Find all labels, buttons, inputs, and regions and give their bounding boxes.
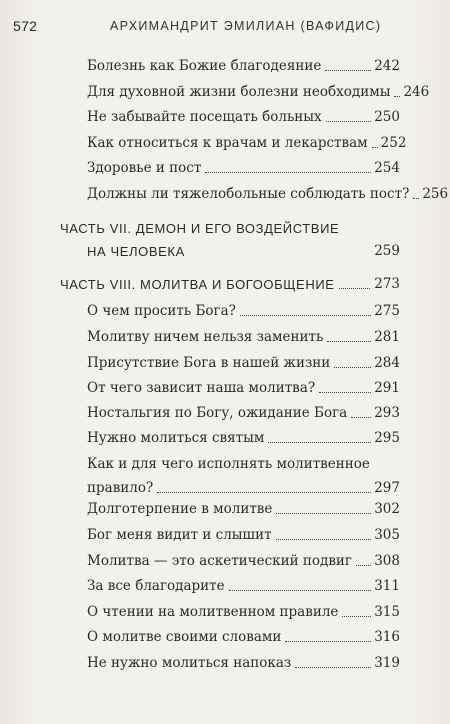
toc-entry-title-line1: Как и для чего исполнять молитвенное bbox=[87, 456, 370, 472]
toc-entry-page: 242 bbox=[374, 58, 400, 74]
toc-entry[interactable] bbox=[87, 109, 400, 126]
dot-leader bbox=[276, 539, 372, 540]
toc-entry-page: 297 bbox=[374, 480, 400, 496]
dot-leader bbox=[240, 315, 371, 316]
dot-leader bbox=[334, 367, 371, 368]
toc-entry-page: 291 bbox=[374, 380, 400, 396]
dot-leader bbox=[326, 121, 372, 122]
toc-entry[interactable] bbox=[87, 578, 400, 595]
toc-entry-title: Болезнь как Божие благодеяние bbox=[87, 58, 322, 74]
dot-leader bbox=[205, 172, 371, 173]
toc-entry-page: 302 bbox=[374, 501, 400, 517]
toc-entry-page: 311 bbox=[374, 578, 400, 594]
dot-leader bbox=[372, 147, 378, 148]
toc-entry-title: Здоровье и пост bbox=[87, 160, 202, 176]
toc-entry-title: Для духовной жизни болезни необходимы bbox=[87, 84, 391, 100]
running-head: АРХИМАНДРИТ ЭМИЛИАН (ВАФИДИС) bbox=[110, 19, 382, 33]
toc-entry[interactable] bbox=[87, 430, 400, 447]
toc-entry-title: Ностальгия по Богу, ожидание Бога bbox=[87, 405, 348, 421]
part-7-title-line2: НА ЧЕЛОВЕКА bbox=[87, 244, 185, 259]
toc-entry[interactable] bbox=[87, 186, 449, 203]
toc-entry-title: Должны ли тяжелобольные соблюдать пост? bbox=[87, 186, 410, 202]
page-number: 572 bbox=[13, 18, 38, 34]
toc-entry-page: 293 bbox=[374, 405, 400, 421]
toc-entry-title: Как относиться к врачам и лекарствам bbox=[87, 135, 368, 151]
dot-leader bbox=[295, 667, 371, 668]
dot-leader bbox=[268, 442, 371, 443]
toc-entry-page: 305 bbox=[374, 527, 400, 543]
toc-entry[interactable] bbox=[87, 629, 400, 646]
toc-entry[interactable] bbox=[87, 303, 400, 320]
toc-entry-page: 246 bbox=[403, 84, 430, 100]
toc-entry-title: Не забывайте посещать больных bbox=[87, 109, 322, 125]
toc-entry[interactable] bbox=[87, 84, 430, 101]
dot-leader bbox=[413, 198, 419, 199]
toc-entry[interactable] bbox=[87, 355, 400, 372]
toc-entry[interactable] bbox=[87, 160, 400, 177]
page-header bbox=[0, 18, 450, 38]
toc-entry-title: Бог меня видит и слышит bbox=[87, 527, 272, 543]
dot-leader bbox=[229, 590, 372, 591]
toc-entry[interactable] bbox=[87, 501, 400, 518]
toc-entry-page: 316 bbox=[374, 629, 400, 645]
toc-entry-page: 254 bbox=[374, 160, 400, 176]
toc-entry[interactable] bbox=[87, 527, 400, 544]
toc-entry-page: 256 bbox=[422, 186, 449, 202]
toc-entry-title: Нужно молиться святым bbox=[87, 430, 265, 446]
toc-entry-title: Присутствие Бога в нашей жизни bbox=[87, 355, 331, 371]
part-8-title: ЧАСТЬ VIII. МОЛИТВА И БОГООБЩЕНИЕ bbox=[60, 277, 335, 292]
toc-entry-title: Молитву ничем нельзя заменить bbox=[87, 329, 324, 345]
dot-leader bbox=[342, 616, 371, 617]
toc-entry-page: 284 bbox=[374, 355, 400, 371]
toc-entry-page: 281 bbox=[374, 329, 400, 345]
toc-entry-title: От чего зависит наша молитва? bbox=[87, 380, 316, 396]
toc-entry-title-line2: правило? bbox=[87, 480, 154, 496]
toc-entry-title: Молитва — это аскетический подвиг bbox=[87, 553, 352, 569]
dot-leader bbox=[351, 417, 371, 418]
dot-leader bbox=[327, 341, 371, 342]
dot-leader bbox=[319, 392, 371, 393]
toc-entry-page: 315 bbox=[374, 604, 400, 620]
dot-leader bbox=[276, 513, 371, 514]
toc-entry[interactable] bbox=[87, 405, 400, 422]
toc-entry-title: Долготерпение в молитве bbox=[87, 501, 273, 517]
toc-entry[interactable] bbox=[87, 58, 400, 75]
toc-entry-title: Не нужно молиться напоказ bbox=[87, 655, 292, 671]
toc-entry-page: 252 bbox=[380, 135, 407, 151]
dot-leader bbox=[325, 70, 371, 71]
toc-entry-title: За все благодарите bbox=[87, 578, 225, 594]
toc-entry[interactable] bbox=[87, 604, 400, 621]
toc-entry-page: 319 bbox=[374, 655, 400, 671]
dot-leader bbox=[285, 641, 371, 642]
dot-leader bbox=[394, 96, 400, 97]
part-7-title-line1: ЧАСТЬ VII. ДЕМОН И ЕГО ВОЗДЕЙСТВИЕ bbox=[60, 221, 340, 236]
toc-entry-multiline[interactable] bbox=[87, 456, 400, 497]
part-7-page: 259 bbox=[374, 243, 400, 259]
part-8-page: 273 bbox=[374, 276, 400, 292]
toc-entry-title: О чтении на молитвенном правиле bbox=[87, 604, 339, 620]
toc-part-8[interactable] bbox=[60, 275, 400, 294]
toc-entry-page: 308 bbox=[374, 553, 400, 569]
toc-entry[interactable] bbox=[87, 135, 407, 152]
toc-part-7[interactable] bbox=[60, 219, 400, 261]
toc-entry-title: О чем просить Бога? bbox=[87, 303, 236, 319]
dot-leader bbox=[157, 492, 371, 493]
toc-entry[interactable] bbox=[87, 329, 400, 346]
dot-leader bbox=[356, 565, 371, 566]
toc-entry[interactable] bbox=[87, 380, 400, 397]
toc-entry-page: 250 bbox=[374, 109, 400, 125]
toc-entry[interactable] bbox=[87, 655, 400, 672]
toc-entry-page: 275 bbox=[374, 303, 400, 319]
dot-leader bbox=[339, 288, 371, 289]
toc-entry-page: 295 bbox=[374, 430, 400, 446]
toc-entry[interactable] bbox=[87, 553, 400, 570]
toc-entry-title: О молитве своими словами bbox=[87, 629, 282, 645]
